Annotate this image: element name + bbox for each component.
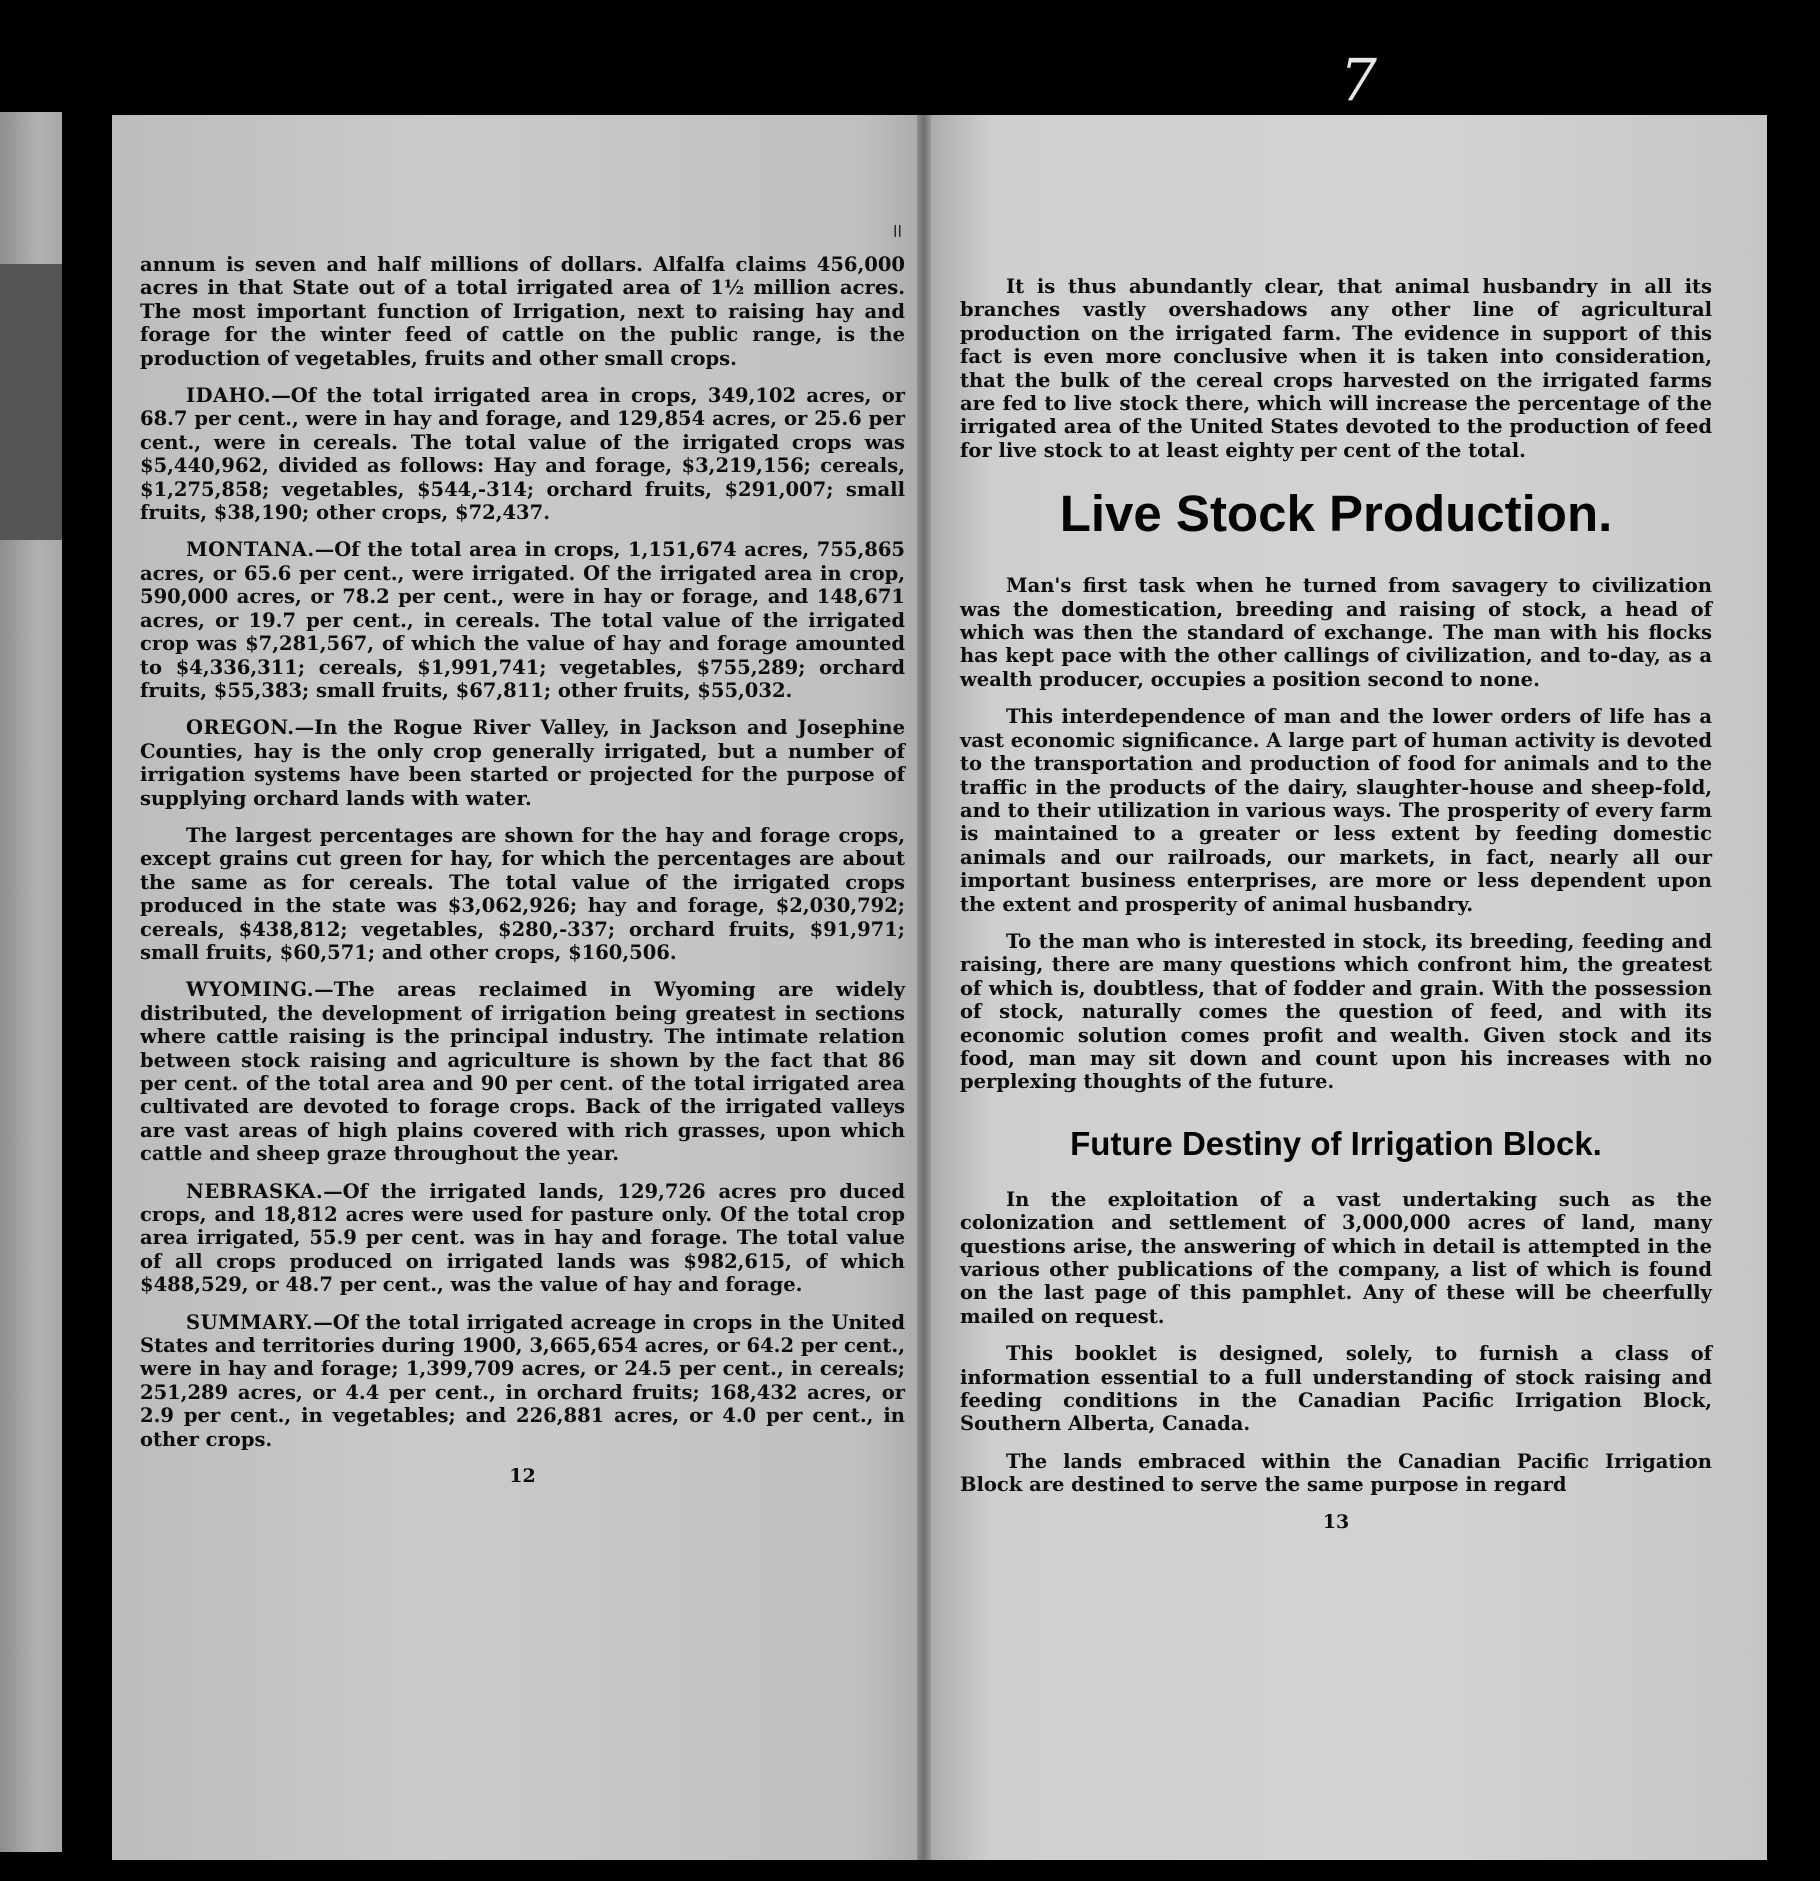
state-heading-nebraska: NEBRASKA. bbox=[186, 1179, 324, 1203]
paragraph-idaho: IDAHO.—Of the total irrigated area in crops, 349,102 acres, or 68.7 per cent., were in hay and forage, and 129,854 acres, or 25.6 per cent., were in cereals. The total value of the irrigated crops was $5,440,962, divided as follows: Hay and forage, $3,219,156; cereals, $1,275,858; vegetables, $544,-314; orchard fruits, $291,007; small fruits, $38,190; other crops, $72,437. bbox=[140, 384, 905, 525]
paragraph-intro: annum is seven and half millions of dollars. Alfalfa claims 456,000 acres in that State out of a total irrigated area of 1½ million acres. The most important function of Irrigation, next to raising hay and forage for the winter feed of cattle on the public range, is the production of vegetables, fruits and other small crops. bbox=[140, 253, 905, 370]
paragraph-nebraska: NEBRASKA.—Of the irrigated lands, 129,726 acres pro duced crops, and 18,812 acres were used for pasture only. Of the total crop area irrigated, 55.9 per cent. was in hay and forage. The total value of all crops produced on irrigated lands was $982,615, of which $488,529, or 48.7 per cent., was the value of hay and forage. bbox=[140, 1179, 905, 1297]
paragraph-wyoming: WYOMING.—The areas reclaimed in Wyoming are widely distributed, the development of irrigation being greatest in sections where cattle raising is the principal industry. The intimate relation between stock raising and agriculture is shown by the fact that 86 per cent. of the total area and 90 per cent. of the total irrigated area cultivated are devoted to forage crops. Back of the irrigated valleys are vast areas of high plains covered with rich grasses, upon which cattle and sheep graze throughout the year. bbox=[140, 978, 905, 1166]
state-heading-montana: MONTANA. bbox=[186, 538, 315, 562]
state-heading-wyoming: WYOMING. bbox=[186, 978, 315, 1002]
paragraph-lands-embraced: The lands embraced within the Canadian Pacific Irrigation Block are destined to serve the same purpose in regard bbox=[960, 1449, 1712, 1497]
paragraph-exploitation: In the exploitation of a vast undertaking such as the colonization and settlement of 3,000,000 acres of land, many questions arise, the answering of which in detail is attempted in the various other publications of the company, a list of which is found on the last page of this pamphlet. Any of these will be cheerfully mailed on request. bbox=[960, 1187, 1712, 1328]
right-page-text bbox=[960, 275, 1712, 1695]
spine-mark: ll bbox=[893, 222, 902, 241]
paragraph-stock-questions: To the man who is interested in stock, its breeding, feeding and raising, there are many questions which confront him, the greatest of which is, doubtless, that of fodder and grain. With the possession of stock, naturally comes the question of feed, and with its economic solution comes profit and wealth. Given stock and its food, man may sit down and count upon his increases with no perplexing thoughts of the future. bbox=[960, 929, 1712, 1094]
state-heading-idaho: IDAHO. bbox=[186, 384, 272, 408]
handwritten-page-mark: 7 bbox=[1340, 46, 1377, 114]
state-heading-summary: SUMMARY. bbox=[186, 1310, 314, 1334]
heading-future-destiny: Future Destiny of Irrigation Block. bbox=[1070, 1124, 1602, 1162]
left-page-text bbox=[140, 253, 905, 1653]
paragraph-booklet-purpose: This booklet is designed, solely, to furnish a class of information essential to a full understanding of stock raising and feeding conditions in the Canadian Pacific Irrigation Block, Southern Alberta, Canada. bbox=[960, 1342, 1712, 1436]
heading-live-stock-production: Live Stock Production. bbox=[1059, 485, 1613, 543]
booklet-spine bbox=[917, 115, 931, 1860]
paragraph-summary: SUMMARY.—Of the total irrigated acreage in crops in the United States and territories during 1900, 3,665,654 acres, or 64.2 per cent., were in hay and forage; 1,399,709 acres, or 24.5 per cent., in cereals; 251,289 acres, or 4.4 per cent., in orchard fruits; 168,432 acres, or 2.9 per cent., in vegetables; and 226,881 acres, or 4.0 per cent., in other crops. bbox=[140, 1310, 905, 1451]
page-number-right: 13 bbox=[1322, 1510, 1350, 1533]
paragraph-interdependence: This interdependence of man and the lower orders of life has a vast economic significance. A large part of human activity is devoted to the transportation and production of food for animals and to the traffic in the products of the dairy, slaughter-house and sheep-fold, and to their utilization in various ways. The prosperity of every farm is maintained to a greater or less extent by feeding domestic animals and our railroads, our markets, in fact, nearly all our important business enterprises, are more or less dependent upon the extent and prosperity of animal husbandry. bbox=[960, 705, 1712, 916]
page-number-left: 12 bbox=[509, 1465, 536, 1488]
paragraph-oregon-continued: The largest percentages are shown for the hay and forage crops, except grains cut green for hay, for which the percentages are about the same as for cereals. The total value of the irrigated crops produced in the state was $3,062,926; hay and forage, $2,030,792; cereals, $438,812; vegetables, $280,-337; orchard fruits, $91,971; small fruits, $60,571; and other crops, $160,506. bbox=[140, 823, 905, 964]
paragraph-oregon: OREGON.—In the Rogue River Valley, in Jackson and Josephine Counties, hay is the only crop generally irrigated, but a number of irrigation systems have been started or projected for the purpose of supplying orchard lands with water. bbox=[140, 716, 905, 810]
state-heading-oregon: OREGON. bbox=[186, 716, 295, 740]
paragraph-mans-first-task: Man's first task when he turned from savagery to civilization was the domestication, breeding and raising of stock, a head of which was then the standard of exchange. The man with his flocks has kept pace with the other callings of civilization, and to-day, as a wealth producer, occupies a position second to none. bbox=[960, 574, 1712, 691]
adjacent-page-edge bbox=[0, 112, 62, 1852]
adjacent-page-shadow bbox=[0, 264, 62, 540]
paragraph-animal-husbandry: It is thus abundantly clear, that animal husbandry in all its branches vastly overshadows any other line of agricultural production on the irrigated farm. The evidence in support of this fact is even more conclusive when it is taken into consideration, that the bulk of the cereal crops harvested on the irrigated farms are fed to live stock there, which will increase the percentage of the irrigated area of the United States devoted to the production of feed for live stock to at least eighty per cent of the total. bbox=[960, 275, 1712, 462]
paragraph-montana: MONTANA.—Of the total area in crops, 1,151,674 acres, 755,865 acres, or 65.6 per cent., were irrigated. Of the irrigated area in crop, 590,000 acres, or 78.2 per cent., were in hay or forage, and 148,671 acres, or 19.7 per cent., in cereals. The total value of the irrigated crop was $7,281,567, of which the value of hay and forage amounted to $4,336,311; cereals, $1,991,741; vegetables, $755,289; orchard fruits, $55,383; small fruits, $67,811; other fruits, $55,032. bbox=[140, 538, 905, 702]
